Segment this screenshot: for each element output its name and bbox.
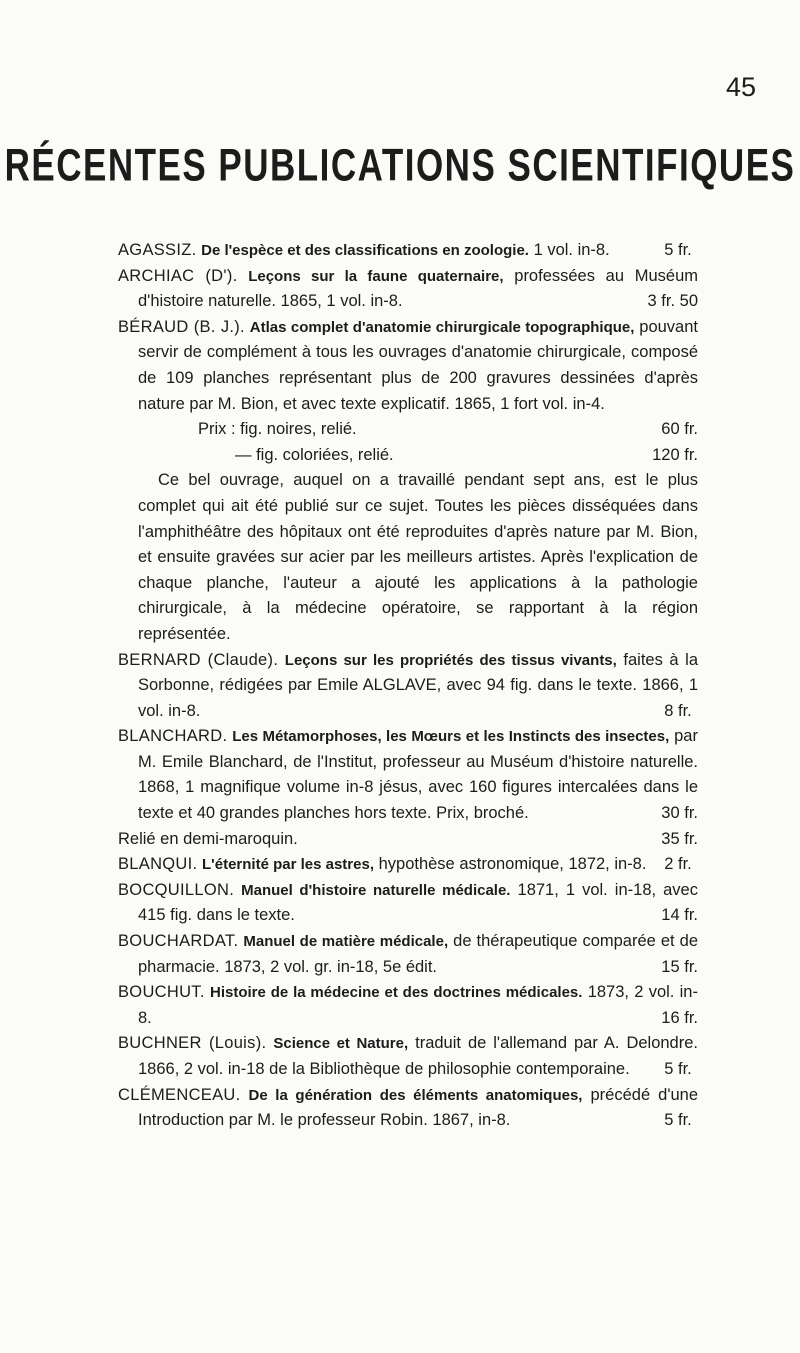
entry-author: BOCQUILLON.	[118, 880, 235, 899]
entry-title: Atlas complet d'anatomie chirurgicale topographique,	[249, 318, 635, 336]
entry-price: 5 fr.	[664, 1111, 692, 1130]
entry-title: De la génération des éléments anatomiques,	[248, 1086, 583, 1104]
entry-author: BLANQUI.	[118, 855, 198, 874]
catalog-entry	[118, 315, 698, 648]
catalog-entry	[118, 724, 698, 852]
entry-title: Les Métamorphoses, les Mœurs et les Instincts des insectes,	[232, 728, 670, 746]
catalog-entries	[118, 238, 698, 1134]
entry-details: de thérapeutique comparée et de pharmacie. 1873, 2 vol. gr. in-18, 5e édit.	[138, 932, 698, 976]
entry-details: précédé d'une Introduction par M. le professeur Robin. 1867, in-8.	[138, 1085, 699, 1130]
entry-price: 3 fr. 50	[647, 292, 698, 311]
entry-title: Histoire de la médecine et des doctrines médicales.	[210, 984, 583, 1002]
entry-price: 15 fr.	[661, 957, 698, 976]
entry-details: professées au Muséum d'histoire naturelle. 1865, 1 vol. in-8.	[138, 266, 698, 311]
entry-title: Leçons sur la faune quaternaire,	[248, 267, 504, 285]
catalog-entry	[118, 980, 698, 1031]
price-label: Relié en demi-maroquin.	[118, 829, 298, 848]
price-label: Prix : fig. noires, relié.	[198, 420, 357, 439]
entry-author: AGASSIZ.	[118, 241, 197, 259]
entry-price: 5 fr.	[664, 241, 692, 259]
entry-author: CLÉMENCEAU.	[118, 1085, 241, 1104]
entry-details: traduit de l'allemand par A. Delondre. 1866, 2 vol. in-18 de la Bibliothèque de philosophie contemporaine.	[138, 1034, 698, 1078]
entry-author: BÉRAUD (B. J.).	[118, 317, 245, 336]
entry-title: Manuel d'histoire naturelle médicale.	[241, 881, 511, 899]
entry-title: L'éternité par les astres,	[202, 856, 374, 874]
entry-price: 2 fr.	[664, 855, 692, 874]
catalog-entry	[118, 238, 698, 264]
entry-details: 1873, 2 vol. in-8.	[138, 983, 698, 1027]
entry-price: 8 fr.	[664, 701, 692, 720]
entry-note: Ce bel ouvrage, auquel on a travaillé pendant sept ans, est le plus complet qui ait été publié sur ce sujet. Toutes les pièces disséquées dans l'amphithéâtre des hôpitaux ont été reproduites d'après nature par M. Bion, et ensuite gravées sur acier par les meilleurs artistes. Après l'explication de chaque planche, l'auteur a ajouté les applications à la pathologie chirurgicale, à la médecine opératoire, se rapportant à la région représentée.	[138, 471, 698, 643]
page-number: 45	[726, 72, 757, 102]
catalog-entry	[118, 1031, 698, 1082]
entry-author: ARCHIAC (D').	[118, 266, 238, 285]
entry-price: 35 fr.	[661, 829, 698, 848]
entry-price: 16 fr.	[661, 1008, 698, 1027]
entry-details: pouvant servir de complément à tous les ouvrages d'anatomie chirurgicale, composé de 109 planches représentant plus de 200 gravures dessinées d'après nature par M. Bion, et avec texte explicatif. 1865, 1 fort vol. in-4.	[138, 317, 698, 413]
catalog-entry	[118, 852, 698, 878]
entry-details: par M. Emile Blanchard, de l'Institut, professeur au Muséum d'histoire naturelle. 1868, 1 magnifique volume in-8 jésus, avec 160 figures intercalées dans le texte et 40 grandes planches hors texte. Prix, broché.	[138, 727, 698, 823]
entry-author: BUCHNER (Louis).	[118, 1034, 267, 1053]
catalog-entry	[118, 878, 698, 929]
entry-title: Manuel de matière médicale,	[243, 933, 449, 951]
entry-title: Science et Nature,	[273, 1035, 409, 1053]
page-heading: RÉCENTES PUBLICATIONS SCIENTIFIQUES	[4, 140, 796, 191]
entry-price: 120 fr.	[652, 445, 698, 464]
entry-details: faites à la Sorbonne, rédigées par Emile ALGLAVE, avec 94 fig. dans le texte. 1866, 1 vol. in-8.	[138, 650, 698, 720]
entry-author: BOUCHARDAT.	[118, 932, 239, 951]
catalog-entry	[118, 648, 698, 725]
entry-details: 1871, 1 vol. in-18, avec 415 fig. dans le texte.	[138, 880, 698, 925]
price-line	[118, 827, 698, 853]
entry-title: De l'espèce et des classifications en zoologie.	[201, 242, 529, 259]
entry-price: 60 fr.	[661, 420, 698, 439]
entry-author: BLANCHARD.	[118, 727, 228, 746]
price-line	[138, 443, 698, 469]
entry-price: 30 fr.	[661, 804, 698, 823]
price-label: — fig. coloriées, relié.	[235, 445, 394, 464]
price-line	[138, 417, 698, 443]
entry-details: 1 vol. in-8.	[533, 241, 610, 259]
catalog-entry	[118, 264, 698, 315]
catalog-entry	[118, 1083, 698, 1134]
entry-author: BERNARD (Claude).	[118, 650, 279, 669]
entry-price: 5 fr.	[664, 1060, 692, 1078]
entry-details: hypothèse astronomique, 1872, in-8.	[378, 855, 647, 874]
entry-price: 14 fr.	[661, 906, 698, 925]
entry-title: Leçons sur les propriétés des tissus vivants,	[284, 651, 617, 669]
catalog-entry	[118, 929, 698, 980]
entry-author: BOUCHUT.	[118, 983, 205, 1002]
